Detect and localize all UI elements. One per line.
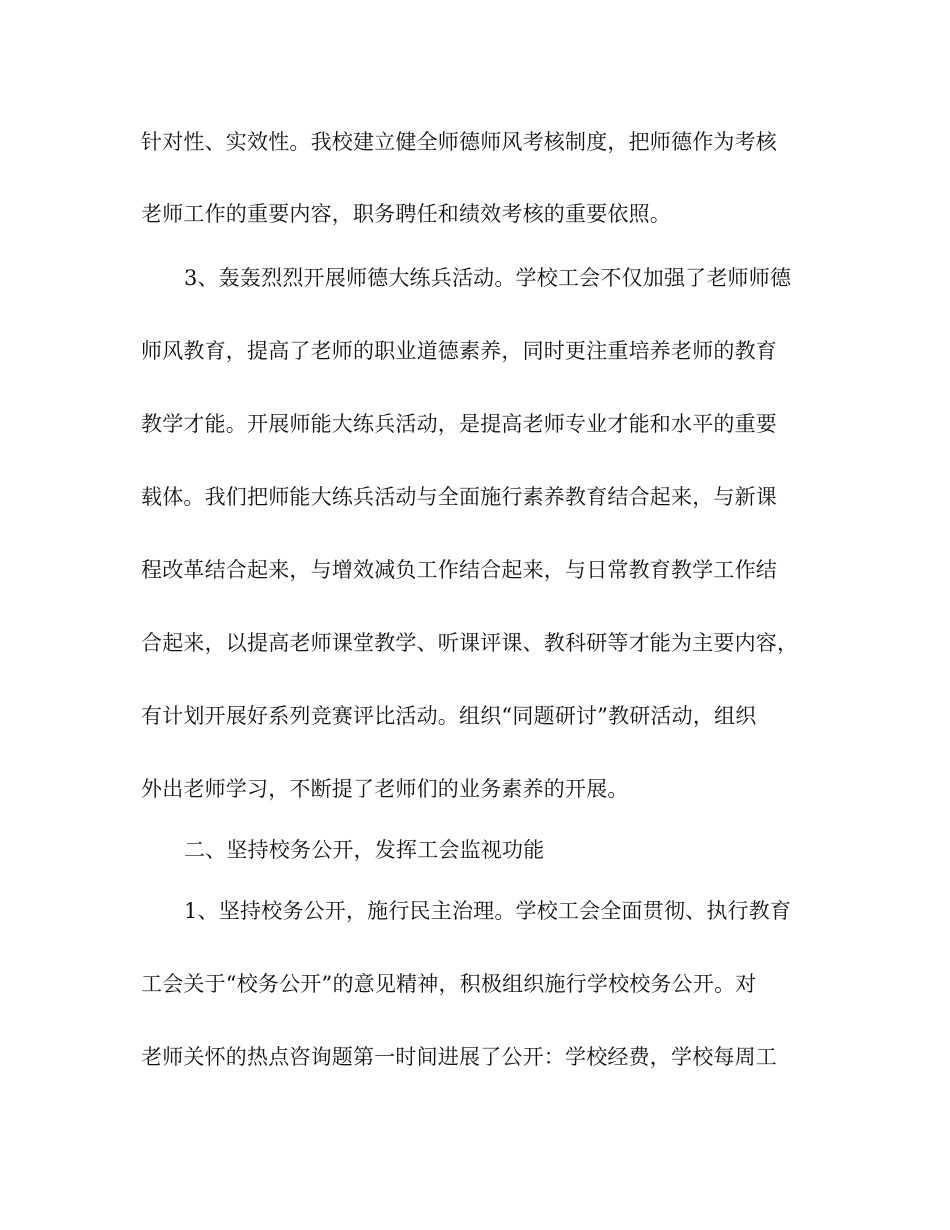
text-line: 程改革结合起来，与增效减负工作结合起来，与日常教育教学工作结 [141, 558, 777, 582]
paragraph-start-line: 3、轰轰烈烈开展师德大练兵活动。学校工会不仅加强了老师师德 [184, 266, 792, 290]
text-line: 外出老师学习，不断提了老师们的业务素养的开展。 [141, 777, 629, 801]
text-line: 老师工作的重要内容，职务聘任和绩效考核的重要依照。 [141, 202, 671, 226]
text-line: 工会关于“校务公开”的意见精神，积极组织施行学校校务公开。对 [141, 972, 757, 996]
text-line: 师风教育，提高了老师的职业道德素养，同时更注重培养老师的教育 [141, 339, 777, 363]
text-line: 老师关怀的热点咨询题第一时间进展了公开：学校经费，学校每周工 [141, 1045, 777, 1069]
section-heading: 二、坚持校务公开，发挥工会监视功能 [184, 838, 545, 862]
paragraph-start-line: 1、坚持校务公开，施行民主治理。学校工会全面贯彻、执行教育 [184, 899, 792, 923]
text-line: 合起来，以提高老师课堂教学、听课评课、教科研等才能为主要内容， [141, 631, 799, 655]
text-line: 载体。我们把师能大练兵活动与全面施行素养教育结合起来，与新课 [141, 485, 777, 509]
text-line: 教学才能。开展师能大练兵活动，是提高老师专业才能和水平的重要 [141, 412, 777, 436]
text-line: 有计划开展好系列竞赛评比活动。组织“同题研讨”教研活动，组织 [141, 704, 757, 728]
text-line: 针对性、实效性。我校建立健全师德师风考核制度，把师德作为考核 [141, 130, 777, 154]
